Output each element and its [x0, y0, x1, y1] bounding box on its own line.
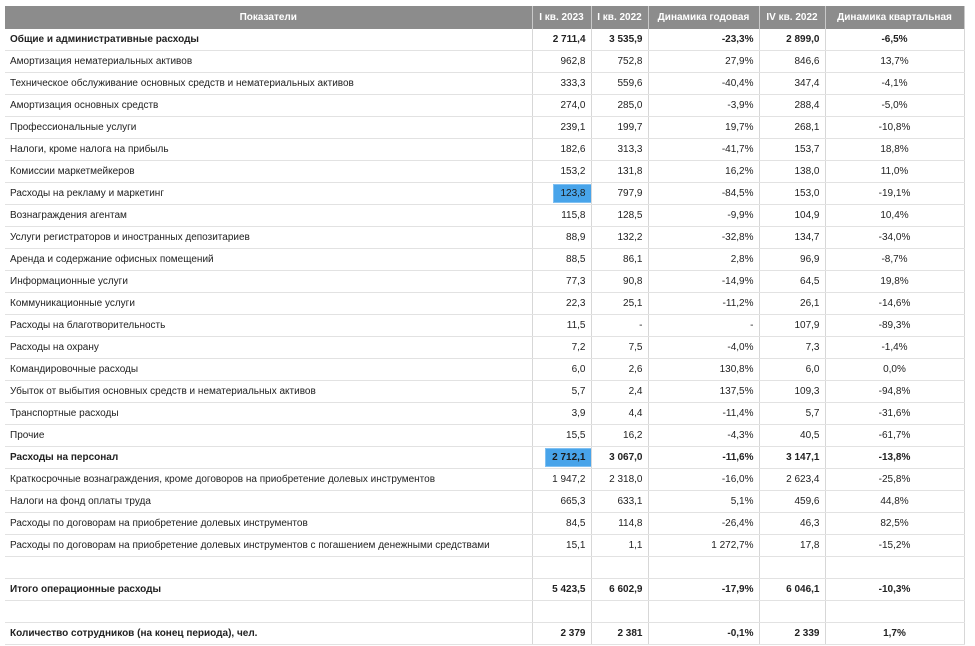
cell-q1-2023[interactable]: 6,0 [532, 359, 591, 381]
cell-q1-2023[interactable]: 333,3 [532, 73, 591, 95]
row-label[interactable]: Командировочные расходы [5, 359, 532, 381]
row-label[interactable]: Вознаграждения агентам [5, 205, 532, 227]
row-label[interactable]: Прочие [5, 425, 532, 447]
cell-q1-2022[interactable]: 128,5 [591, 205, 648, 227]
highlighted-value: 2 712,1 [546, 449, 591, 466]
cell-q4-2022[interactable]: 7,3 [759, 337, 825, 359]
cell-q1-2023[interactable]: 88,9 [532, 227, 591, 249]
cell-q4-2022[interactable]: 153,0 [759, 183, 825, 205]
cell-yoy-change[interactable]: -16,0% [648, 469, 759, 491]
table-row [5, 249, 964, 271]
cell-q1-2022[interactable]: 114,8 [591, 513, 648, 535]
table-row [5, 469, 964, 491]
table-row [5, 117, 964, 139]
cell-q4-2022[interactable]: 5,7 [759, 403, 825, 425]
header-indicators[interactable]: Показатели [5, 6, 532, 29]
empty-cell [5, 601, 532, 623]
cell-q1-2022[interactable]: 25,1 [591, 293, 648, 315]
cell-q4-2022[interactable]: 2 339 [759, 623, 825, 645]
empty-cell [532, 601, 591, 623]
cell-q1-2023[interactable]: 274,0 [532, 95, 591, 117]
row-label[interactable]: Услуги регистраторов и иностранных депозитариев [5, 227, 532, 249]
cell-q1-2023[interactable]: 84,5 [532, 513, 591, 535]
cell-q1-2023[interactable]: 1 947,2 [532, 469, 591, 491]
cell-q1-2022[interactable]: 559,6 [591, 73, 648, 95]
cell-qoq-change[interactable]: 10,4% [825, 205, 964, 227]
cell-qoq-change[interactable]: -19,1% [825, 183, 964, 205]
cell-q1-2023[interactable]: 239,1 [532, 117, 591, 139]
cell-q4-2022[interactable]: 347,4 [759, 73, 825, 95]
cell-q4-2022[interactable]: 846,6 [759, 51, 825, 73]
row-label[interactable]: Амортизация нематериальных активов [5, 51, 532, 73]
row-label[interactable]: Расходы на охрану [5, 337, 532, 359]
table-row [5, 271, 964, 293]
cell-q1-2022[interactable]: 3 067,0 [591, 447, 648, 469]
cell-q1-2023[interactable]: 77,3 [532, 271, 591, 293]
cell-qoq-change[interactable]: 11,0% [825, 161, 964, 183]
cell-qoq-change[interactable]: -61,7% [825, 425, 964, 447]
cell-qoq-change[interactable]: 1,7% [825, 623, 964, 645]
cell-q4-2022[interactable]: 109,3 [759, 381, 825, 403]
cell-q4-2022[interactable]: 6,0 [759, 359, 825, 381]
cell-q4-2022[interactable]: 64,5 [759, 271, 825, 293]
cell-yoy-change[interactable]: 19,7% [648, 117, 759, 139]
cell-yoy-change[interactable]: -4,0% [648, 337, 759, 359]
row-label[interactable]: Амортизация основных средств [5, 95, 532, 117]
cell-q1-2022[interactable]: 2 318,0 [591, 469, 648, 491]
cell-q1-2022[interactable]: 131,8 [591, 161, 648, 183]
cell-yoy-change[interactable]: -4,3% [648, 425, 759, 447]
row-label[interactable]: Расходы на рекламу и маркетинг [5, 183, 532, 205]
cell-q1-2023[interactable]: 11,5 [532, 315, 591, 337]
cell-q1-2023[interactable]: 15,5 [532, 425, 591, 447]
cell-yoy-change[interactable]: 2,8% [648, 249, 759, 271]
table-row [5, 623, 964, 645]
table-row [5, 315, 964, 337]
row-label[interactable]: Общие и административные расходы [5, 29, 532, 51]
cell-yoy-change[interactable]: 5,1% [648, 491, 759, 513]
table-row [5, 51, 964, 73]
cell-yoy-change[interactable]: -84,5% [648, 183, 759, 205]
empty-cell [759, 557, 825, 579]
table-row [5, 381, 964, 403]
cell-q1-2023[interactable]: 2 711,4 [532, 29, 591, 51]
cell-q4-2022[interactable]: 2 623,4 [759, 469, 825, 491]
empty-cell [825, 601, 964, 623]
cell-q1-2022[interactable]: 1,1 [591, 535, 648, 557]
cell-q1-2023[interactable]: 15,1 [532, 535, 591, 557]
table-row [5, 359, 964, 381]
cell-q1-2022[interactable]: 16,2 [591, 425, 648, 447]
table-row [5, 183, 964, 205]
row-label[interactable]: Профессиональные услуги [5, 117, 532, 139]
table-row [5, 535, 964, 557]
cell-qoq-change[interactable]: 44,8% [825, 491, 964, 513]
cell-q1-2022[interactable]: 199,7 [591, 117, 648, 139]
cell-q1-2023[interactable]: 665,3 [532, 491, 591, 513]
table-row [5, 73, 964, 95]
cell-q1-2023[interactable]: 7,2 [532, 337, 591, 359]
cell-yoy-change[interactable]: -32,8% [648, 227, 759, 249]
row-label[interactable]: Налоги на фонд оплаты труда [5, 491, 532, 513]
table-row [5, 403, 964, 425]
cell-qoq-change[interactable]: 18,8% [825, 139, 964, 161]
highlighted-value: 123,8 [554, 185, 591, 202]
cell-q1-2022[interactable]: 2 381 [591, 623, 648, 645]
cell-q1-2022[interactable]: 285,0 [591, 95, 648, 117]
cell-q4-2022[interactable]: 107,9 [759, 315, 825, 337]
cell-q1-2022[interactable]: 86,1 [591, 249, 648, 271]
cell-q1-2023[interactable]: 22,3 [532, 293, 591, 315]
cell-q4-2022[interactable]: 3 147,1 [759, 447, 825, 469]
cell-qoq-change[interactable]: -31,6% [825, 403, 964, 425]
cell-qoq-change[interactable]: -6,5% [825, 29, 964, 51]
cell-yoy-change[interactable]: -26,4% [648, 513, 759, 535]
cell-q1-2022[interactable]: 132,2 [591, 227, 648, 249]
table-row [5, 293, 964, 315]
cell-q4-2022[interactable]: 17,8 [759, 535, 825, 557]
cell-q1-2023[interactable]: 182,6 [532, 139, 591, 161]
row-label[interactable]: Расходы на благотворительность [5, 315, 532, 337]
table-header-row [5, 6, 964, 29]
cell-q1-2022[interactable]: 633,1 [591, 491, 648, 513]
table-row [5, 337, 964, 359]
cell-q1-2023[interactable]: 962,8 [532, 51, 591, 73]
cell-qoq-change[interactable]: -10,8% [825, 117, 964, 139]
header-yoy-change[interactable]: Динамика годовая [648, 6, 759, 29]
cell-q1-2023[interactable]: 5 423,5 [532, 579, 591, 601]
empty-cell [648, 601, 759, 623]
row-label[interactable]: Коммуникационные услуги [5, 293, 532, 315]
cell-yoy-change[interactable]: -14,9% [648, 271, 759, 293]
header-q4-2022[interactable]: IV кв. 2022 [759, 6, 825, 29]
cell-qoq-change[interactable]: -34,0% [825, 227, 964, 249]
empty-cell [759, 601, 825, 623]
table-row [5, 579, 964, 601]
row-label[interactable]: Расходы по договорам на приобретение долевых инструментов с погашением денежными средствами [5, 535, 532, 557]
cell-q4-2022[interactable]: 2 899,0 [759, 29, 825, 51]
cell-qoq-change[interactable]: -94,8% [825, 381, 964, 403]
cell-qoq-change[interactable]: -10,3% [825, 579, 964, 601]
cell-q4-2022[interactable]: 40,5 [759, 425, 825, 447]
row-label[interactable]: Убыток от выбытия основных средств и нематериальных активов [5, 381, 532, 403]
cell-qoq-change[interactable]: -5,0% [825, 95, 964, 117]
table-row [5, 447, 964, 469]
empty-cell [591, 557, 648, 579]
empty-cell [5, 557, 532, 579]
table-row-spacer [5, 601, 964, 623]
table-row [5, 205, 964, 227]
cell-q1-2023[interactable]: 2 379 [532, 623, 591, 645]
cell-q4-2022[interactable]: 6 046,1 [759, 579, 825, 601]
cell-q1-2023[interactable]: 88,5 [532, 249, 591, 271]
cell-qoq-change[interactable]: -15,2% [825, 535, 964, 557]
cell-q1-2022[interactable]: 3 535,9 [591, 29, 648, 51]
expenses-table-container [5, 6, 964, 645]
cell-q1-2023[interactable]: 3,9 [532, 403, 591, 425]
cell-yoy-change[interactable]: 27,9% [648, 51, 759, 73]
cell-q4-2022[interactable]: 153,7 [759, 139, 825, 161]
cell-qoq-change[interactable]: -25,8% [825, 469, 964, 491]
cell-q4-2022[interactable]: 46,3 [759, 513, 825, 535]
header-qoq-change[interactable]: Динамика квартальная [825, 6, 964, 29]
cell-yoy-change[interactable]: -11,4% [648, 403, 759, 425]
cell-q4-2022[interactable]: 134,7 [759, 227, 825, 249]
table-row [5, 227, 964, 249]
cell-qoq-change[interactable]: -14,6% [825, 293, 964, 315]
cell-q1-2022[interactable]: 4,4 [591, 403, 648, 425]
table-row [5, 491, 964, 513]
row-label[interactable]: Налоги, кроме налога на прибыль [5, 139, 532, 161]
cell-q1-2022[interactable]: 2,6 [591, 359, 648, 381]
cell-yoy-change[interactable]: 137,5% [648, 381, 759, 403]
cell-qoq-change[interactable]: 19,8% [825, 271, 964, 293]
cell-q1-2022[interactable]: 2,4 [591, 381, 648, 403]
cell-qoq-change[interactable]: 82,5% [825, 513, 964, 535]
empty-cell [825, 557, 964, 579]
cell-qoq-change[interactable]: -1,4% [825, 337, 964, 359]
cell-q4-2022[interactable]: 96,9 [759, 249, 825, 271]
cell-q4-2022[interactable]: 268,1 [759, 117, 825, 139]
cell-yoy-change[interactable]: -9,9% [648, 205, 759, 227]
cell-yoy-change[interactable]: 16,2% [648, 161, 759, 183]
row-label[interactable]: Техническое обслуживание основных средств и нематериальных активов [5, 73, 532, 95]
cell-q1-2023[interactable] [532, 447, 591, 469]
cell-qoq-change[interactable]: -8,7% [825, 249, 964, 271]
cell-yoy-change[interactable]: -23,3% [648, 29, 759, 51]
cell-qoq-change[interactable]: -4,1% [825, 73, 964, 95]
cell-yoy-change[interactable]: -11,2% [648, 293, 759, 315]
cell-qoq-change[interactable]: -13,8% [825, 447, 964, 469]
cell-q1-2022[interactable]: - [591, 315, 648, 337]
cell-q1-2022[interactable]: 90,8 [591, 271, 648, 293]
cell-yoy-change[interactable]: -0,1% [648, 623, 759, 645]
empty-cell [648, 557, 759, 579]
header-q1-2022[interactable]: I кв. 2022 [591, 6, 648, 29]
expenses-table [5, 6, 965, 645]
cell-q4-2022[interactable]: 288,4 [759, 95, 825, 117]
cell-yoy-change[interactable]: -40,4% [648, 73, 759, 95]
cell-q1-2023[interactable]: 153,2 [532, 161, 591, 183]
cell-yoy-change[interactable]: -17,9% [648, 579, 759, 601]
cell-q4-2022[interactable]: 138,0 [759, 161, 825, 183]
cell-q1-2022[interactable]: 7,5 [591, 337, 648, 359]
row-label[interactable]: Комиссии маркетмейкеров [5, 161, 532, 183]
row-label[interactable]: Расходы на персонал [5, 447, 532, 469]
row-label[interactable]: Итого операционные расходы [5, 579, 532, 601]
table-row [5, 95, 964, 117]
cell-qoq-change[interactable]: 13,7% [825, 51, 964, 73]
table-row-spacer [5, 557, 964, 579]
cell-q4-2022[interactable]: 104,9 [759, 205, 825, 227]
cell-yoy-change[interactable]: 130,8% [648, 359, 759, 381]
cell-q1-2022[interactable]: 6 602,9 [591, 579, 648, 601]
table-row [5, 29, 964, 51]
row-label[interactable]: Краткосрочные вознаграждения, кроме договоров на приобретение долевых инструментов [5, 469, 532, 491]
cell-yoy-change[interactable]: -41,7% [648, 139, 759, 161]
cell-q4-2022[interactable]: 459,6 [759, 491, 825, 513]
cell-q1-2023[interactable]: 5,7 [532, 381, 591, 403]
empty-cell [591, 601, 648, 623]
cell-qoq-change[interactable]: -89,3% [825, 315, 964, 337]
table-row [5, 513, 964, 535]
table-row [5, 425, 964, 447]
cell-q1-2022[interactable]: 313,3 [591, 139, 648, 161]
cell-q4-2022[interactable]: 26,1 [759, 293, 825, 315]
cell-yoy-change[interactable]: 1 272,7% [648, 535, 759, 557]
row-label[interactable]: Аренда и содержание офисных помещений [5, 249, 532, 271]
header-q1-2023[interactable]: I кв. 2023 [532, 6, 591, 29]
table-row [5, 161, 964, 183]
cell-q1-2023[interactable]: 115,8 [532, 205, 591, 227]
cell-q1-2022[interactable]: 752,8 [591, 51, 648, 73]
empty-cell [532, 557, 591, 579]
cell-q1-2022[interactable]: 797,9 [591, 183, 648, 205]
row-label[interactable]: Информационные услуги [5, 271, 532, 293]
table-body [5, 29, 964, 645]
cell-yoy-change[interactable]: -11,6% [648, 447, 759, 469]
table-row [5, 139, 964, 161]
row-label[interactable]: Расходы по договорам на приобретение долевых инструментов [5, 513, 532, 535]
row-label[interactable]: Количество сотрудников (на конец периода), чел. [5, 623, 532, 645]
cell-yoy-change[interactable]: - [648, 315, 759, 337]
cell-yoy-change[interactable]: -3,9% [648, 95, 759, 117]
row-label[interactable]: Транспортные расходы [5, 403, 532, 425]
cell-qoq-change[interactable]: 0,0% [825, 359, 964, 381]
cell-q1-2023[interactable] [532, 183, 591, 205]
